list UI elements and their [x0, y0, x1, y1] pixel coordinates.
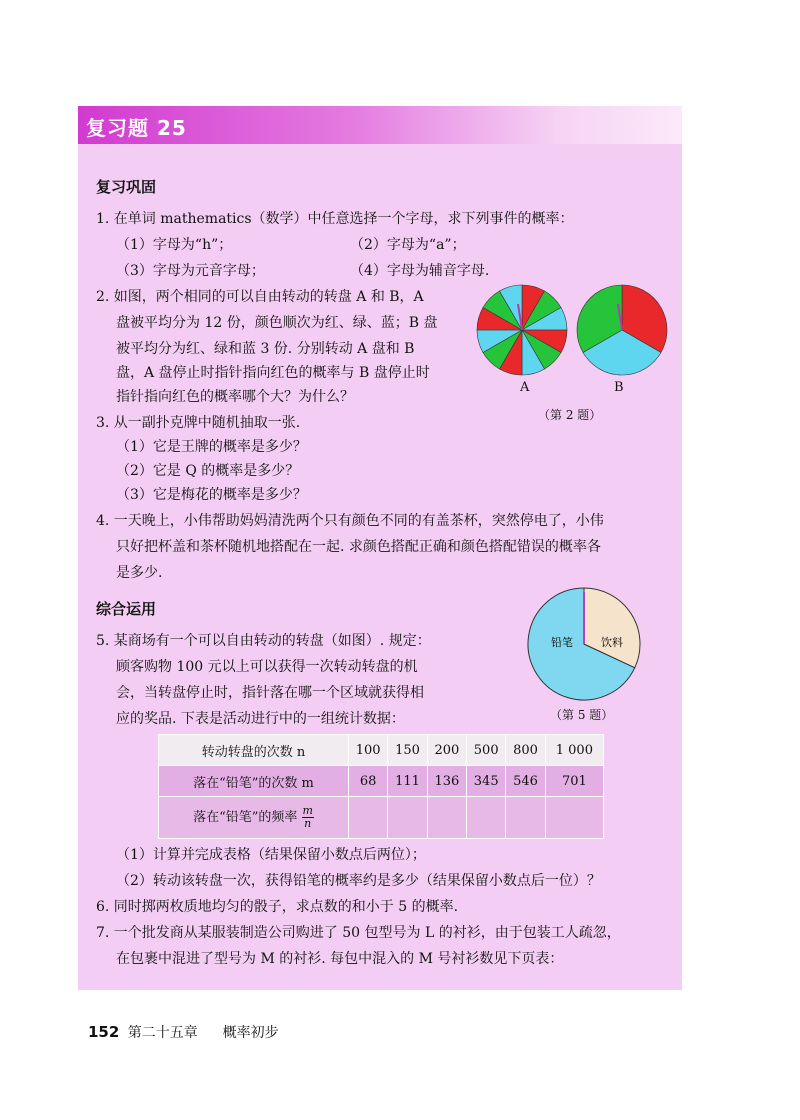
chapter-name: 第二十五章: [127, 1025, 198, 1041]
table-cell-blank: [506, 797, 545, 839]
q2-line4: 盘，A 盘停止时指针指向红色的概率与 B 盘停止时: [116, 365, 430, 381]
table-header-spins: 转动转盘的次数 n: [159, 735, 349, 766]
table-cell: 1 000: [545, 735, 603, 766]
table-cell: 546: [506, 766, 545, 797]
q5-line2: 顾客购物 100 元以上可以获得一次转动转盘的机: [116, 659, 418, 675]
table-cell: 200: [427, 735, 466, 766]
page-number: 152: [88, 1023, 120, 1041]
table-row: [159, 766, 604, 797]
section-review-heading: 复习巩固: [96, 178, 157, 196]
q2-line1: 2. 如图，两个相同的可以自由转动的转盘 A 和 B，A: [96, 289, 424, 305]
section-apply-heading: 综合运用: [96, 600, 157, 618]
spinner-a-label: A: [520, 380, 530, 395]
spinner-b-label: B: [614, 380, 624, 395]
spinner-a: [477, 285, 567, 375]
q3-stem: 3. 从一副扑克牌中随机抽取一张.: [96, 415, 301, 431]
table-cell: 136: [427, 766, 466, 797]
table-cell-blank: [349, 797, 388, 839]
q2-line5: 指针指向红色的概率哪个大？为什么？: [116, 389, 354, 405]
prize-wheel: [524, 584, 644, 704]
q5-line3: 会，当转盘停止时，指针落在哪一个区域就获得相: [116, 685, 424, 701]
q5-caption: （第 5 题）: [550, 708, 614, 722]
table-header-count: 落在“铅笔”的次数 m: [159, 766, 349, 797]
frequency-label: 落在“铅笔”的频率: [193, 810, 298, 825]
q5-line1: 5. 某商场有一个可以自由转动的转盘（如图）. 规定：: [96, 633, 431, 649]
q2-line3: 被平均分为红、绿和蓝 3 份. 分别转动 A 盘和 B: [116, 341, 415, 357]
table-cell-blank: [388, 797, 427, 839]
table-cell: 345: [467, 766, 506, 797]
table-cell: 701: [545, 766, 603, 797]
q1-part3: （3）字母为元音字母；: [116, 263, 265, 279]
q3-part1: （1）它是王牌的概率是多少？: [116, 439, 307, 455]
q4-line3: 是多少.: [116, 565, 163, 581]
stats-table: [158, 734, 604, 839]
table-cell: 500: [467, 735, 506, 766]
q4-line1: 4. 一天晚上，小伟帮助妈妈清洗两个只有颜色不同的有盖茶杯，突然停电了，小伟: [96, 513, 604, 529]
q1-part2: （2）字母为“a”；: [350, 237, 466, 253]
q1-part1: （1）字母为“h”；: [116, 237, 233, 253]
prize-wheel-drink-label: 饮料: [601, 636, 623, 649]
table-row: [159, 735, 604, 766]
chapter-topic: 概率初步: [222, 1025, 279, 1041]
spinners-figure: [474, 282, 670, 378]
table-cell: 68: [349, 766, 388, 797]
q3-part3: （3）它是梅花的概率是多少？: [116, 487, 307, 503]
q6-text: 6. 同时掷两枚质地均匀的骰子，求点数的和小于 5 的概率.: [96, 899, 459, 915]
spinner-b: [577, 285, 667, 375]
table-row: [159, 797, 604, 839]
table-cell: 100: [349, 735, 388, 766]
fraction-numerator: m: [302, 804, 313, 817]
table-cell-blank: [545, 797, 603, 839]
q3-part2: （2）它是 Q 的概率是多少？: [116, 463, 300, 479]
q7-line2: 在包裹中混进了型号为 M 的衬衫. 每包中混入的 M 号衬衫数见下页表：: [116, 951, 564, 967]
table-header-frequency: [159, 797, 349, 839]
table-cell: 150: [388, 735, 427, 766]
fraction-denominator: n: [304, 817, 312, 830]
q2-caption: （第 2 题）: [538, 408, 602, 422]
page-footer: [88, 1022, 279, 1042]
frequency-fraction: [302, 805, 314, 830]
table-cell-blank: [427, 797, 466, 839]
prize-wheel-pencil-label: 铅笔: [551, 636, 573, 649]
table-cell-blank: [467, 797, 506, 839]
q2-line2: 盘被平均分为 12 份，颜色顺次为红、绿、蓝；B 盘: [116, 315, 438, 331]
q5-part2: （2）转动该转盘一次，获得铅笔的概率约是多少（结果保留小数点后一位）？: [116, 873, 601, 889]
page-title: 复习题 25: [86, 116, 187, 140]
q5-line4: 应的奖品. 下表是活动进行中的一组统计数据：: [116, 711, 405, 727]
q1-stem: 1. 在单词 mathematics（数学）中任意选择一个字母，求下列事件的概率：: [96, 211, 574, 227]
table-cell: 111: [388, 766, 427, 797]
q1-part4: （4）字母为辅音字母.: [350, 263, 490, 279]
q5-part1: （1）计算并完成表格（结果保留小数点后两位）；: [116, 847, 426, 863]
table-cell: 800: [506, 735, 545, 766]
q7-line1: 7. 一个批发商从某服装制造公司购进了 50 包型号为 L 的衬衫，由于包装工人疏忽，: [96, 925, 621, 941]
q4-line2: 只好把杯盖和茶杯随机地搭配在一起. 求颜色搭配正确和颜色搭配错误的概率各: [116, 539, 601, 555]
